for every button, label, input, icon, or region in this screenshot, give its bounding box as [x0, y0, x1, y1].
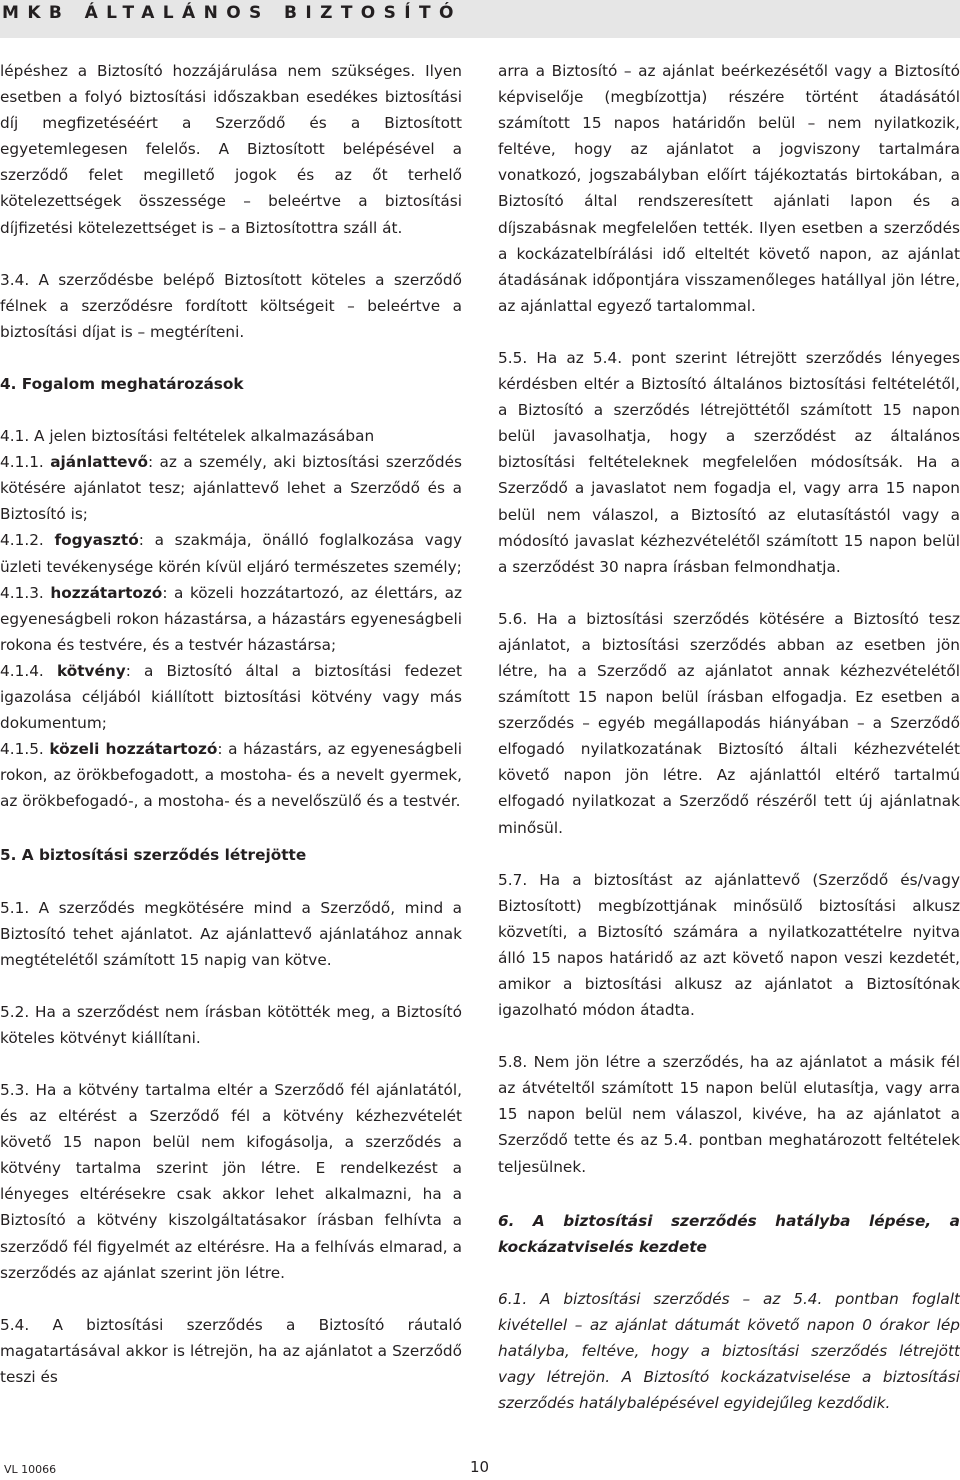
left-column: [0, 58, 462, 1390]
definition-text: : a házastárs, az egyeneságbeli rokon, az örökbefogadott, a mostoha- és a nevelt gyermek, az örökbefogadó-, a mostoha- és a nevelőszülő és a testvér.: [0, 740, 462, 811]
definition-number: 4.1.1.: [0, 453, 51, 472]
definition-term: fogyasztó: [54, 531, 139, 550]
paragraph-5-2: 5.2. Ha a szerződést nem írásban kötötték meg, a Biztosító köteles kötvényt kiállítani.: [0, 1002, 462, 1047]
definition-4-1-2: [0, 527, 462, 579]
right-column: [498, 58, 960, 1416]
header-title: MKB ÁLTALÁNOS BIZTOSÍTÓ: [2, 3, 462, 23]
definition-4-1-5: [0, 736, 462, 814]
section-5-heading: 5. A biztosítási szerződés létrejötte: [0, 846, 307, 865]
definition-number: 4.1.3.: [0, 583, 51, 602]
definition-term: ajánlattevő: [50, 453, 149, 472]
definition-text: : az a személy, aki biztosítási szerződés kötésére ajánlatot tesz; ajánlattevő lehet a Szerződő és a Biztosító is;: [0, 453, 462, 524]
paragraph-3-3-continued: lépéshez a Biztosító hozzájárulása nem szükséges. Ilyen esetben a folyó biztosítási időszakban esedékes biztosítási díj megfizetéséért a Szerződő és a Biztosított egyetemlegesen felelős. A Biztosított belépésével a szerződő felet megillető jogok és az őt terhelő kötelezettségek összessége – beleértve a biztosítási díjfizetési kötelezettséget is – a Biztosítottra száll át.: [0, 62, 462, 237]
definition-term: közeli hozzátartozó: [49, 740, 218, 759]
section-6-heading: 6. A biztosítási szerződés hatályba lépése, a kockázatviselés kezdete: [498, 1211, 960, 1256]
definition-term: kötvény: [56, 661, 126, 680]
paragraph-3-4: 3.4. A szerződésbe belépő Biztosított köteles a szerződő félnek a szerződésre fordított költségeit – beleértve a biztosítási díjat is – megtéríteni.: [0, 270, 462, 341]
definition-number: 4.1.2.: [0, 531, 55, 550]
paragraph-5-1: 5.1. A szerződés megkötésére mind a Szerződő, mind a Biztosító tehet ajánlatot. Az ajánlattevő ajánlatához annak megtételétől számított 15 napig van kötve.: [0, 898, 462, 969]
document-code: VL 10066: [4, 1463, 57, 1476]
paragraph-5-4-continued: arra a Biztosító – az ajánlat beérkezésétől vagy a Biztosító képviselője (megbízottja) részére történt átadásától számított 15 napos határidőn belül – nem nyilatkozik, feltéve, hogy az ajánlatot a jogviszony tartalmára vonatkozó, jogszabályban előírt tájékoztatás birtokában, a Biztosító által rendszeresített ajánlati lapon és a díjszabásnak megfelelően tették. Ilyen esetben a szerződés a kockázatelbírálási idő elteltét követő napon, az ajánlat átadásának időpontjára visszamenőleges hatállyal jön létre, az ajánlattal egyező tartalommal.: [498, 62, 960, 315]
paragraph-5-3: 5.3. Ha a kötvény tartalma eltér a Szerződő fél ajánlatától, és az eltérést a Szerződő fél a kötvény kézhezvételét követő 15 napon belül nem kifogásolja, a szerződés a kötvény tartalma szerint jön létre. E rendelkezést a lényeges eltérésekre csak akkor lehet alkalmazni, ha a Biztosító a kötvény kiszolgáltatásakor írásban felhívta a szerződő fél figyelmét az eltérésre. Ha a felhívás elmarad, a szerződés az ajánlat szerint jön létre.: [0, 1081, 462, 1282]
definition-number: 4.1.4.: [0, 661, 57, 680]
section-4-heading: 4. Fogalom meghatározások: [0, 374, 244, 393]
definition-number: 4.1.5.: [0, 740, 50, 759]
paragraph-5-7: 5.7. Ha a biztosítást az ajánlattevő (Szerződő és/vagy Biztosított) megbízottjának minősülő biztosítási alkusz közvetíti, a Biztosító számára a nyilatkozattételre nyitva álló 15 napos határidő az azt követő napon veszi kezdetét, amikor a biztosítási alkusz az ajánlatot a Biztosítónak igazolható módon átadta.: [498, 870, 960, 1020]
definition-term: hozzátartozó: [50, 583, 163, 602]
paragraph-5-5: 5.5. Ha az 5.4. pont szerint létrejött szerződés lényeges kérdésben eltér a Biztosító általános biztosítási feltételétől, a Biztosító a szerződés létrejöttétől számított 15 napon belül javasolhatja, hogy a szerződést az általános biztosítási feltételeknek megfelelően módosítsák. Ha a Szerződő a javaslatot nem fogadja el, vagy arra 15 napon belül nem válaszol, a Biztosító az elutasítástól vagy a módosító javaslat kézhezvételétől számított 15 napon belül a szerződést 30 napra írásban felmondhatja.: [498, 348, 960, 576]
definition-4-1-3: [0, 580, 462, 658]
paragraph-4-1: 4.1. A jelen biztosítási feltételek alkalmazásában: [0, 427, 375, 446]
definition-text: : a Biztosító által a biztosítási fedezet igazolása céljából kiállított biztosítási kötvény vagy más dokumentum;: [0, 661, 462, 733]
paragraph-5-8: 5.8. Nem jön létre a szerződés, ha az ajánlatot a másik fél az átvételtől számított 15 napon belül elutasítja, vagy arra 15 napon belül nem válaszol, kivéve, ha az ajánlatot a Szerződő tette és az 5.4. pontban meghatározott feltételek teljesülnek.: [498, 1053, 960, 1176]
paragraph-5-4: 5.4. A biztosítási szerződés a Biztosító ráutaló magatartásával akkor is létrejön, ha az ajánlatot a Szerződő teszi és: [0, 1315, 462, 1386]
definition-4-1-1: [0, 449, 462, 527]
definition-text: : a szakmája, önálló foglalkozása vagy üzleti tevékenysége körén kívül eljáró természetes személy;: [0, 531, 462, 576]
paragraph-5-6: 5.6. Ha a biztosítási szerződés kötésére a Biztosító tesz ajánlatot, a biztosítási szerződés abban az esetben jön létre, ha a Szerződő az ajánlatot annak kézhezvételétől számított 15 napon belül írásban elfogadja. Ez esetben a szerződés – egyéb megállapodás hiányában – a Szerződő elfogadó nyilatkozatának Biztosító általi kézhezvételét követő napon jön létre. Az ajánlattól eltérő tartalmú elfogadó nyilatkozat a Szerződő részéről tett új ajánlatnak minősül.: [498, 609, 960, 837]
definition-4-1-4: [0, 658, 462, 736]
definition-text: : a közeli hozzátartozó, az élettárs, az egyeneságbeli rokon házastársa, a házastárs egyeneságbeli rokona és testvére, és a testvér házastársa;: [0, 583, 462, 654]
page-header: [0, 0, 960, 38]
page-number: 10: [470, 1458, 490, 1476]
paragraph-6-1: 6.1. A biztosítási szerződés – az 5.4. pontban foglalt kivétellel – az ajánlat dátumát követő napon 0 órakor lép hatályba, feltéve, hogy a biztosítási szerződés létrejött vagy létrejön. A Biztosító kockázatviselése a biztosítási szerződés hatálybalépésével egyidejűleg kezdődik.: [498, 1289, 960, 1413]
